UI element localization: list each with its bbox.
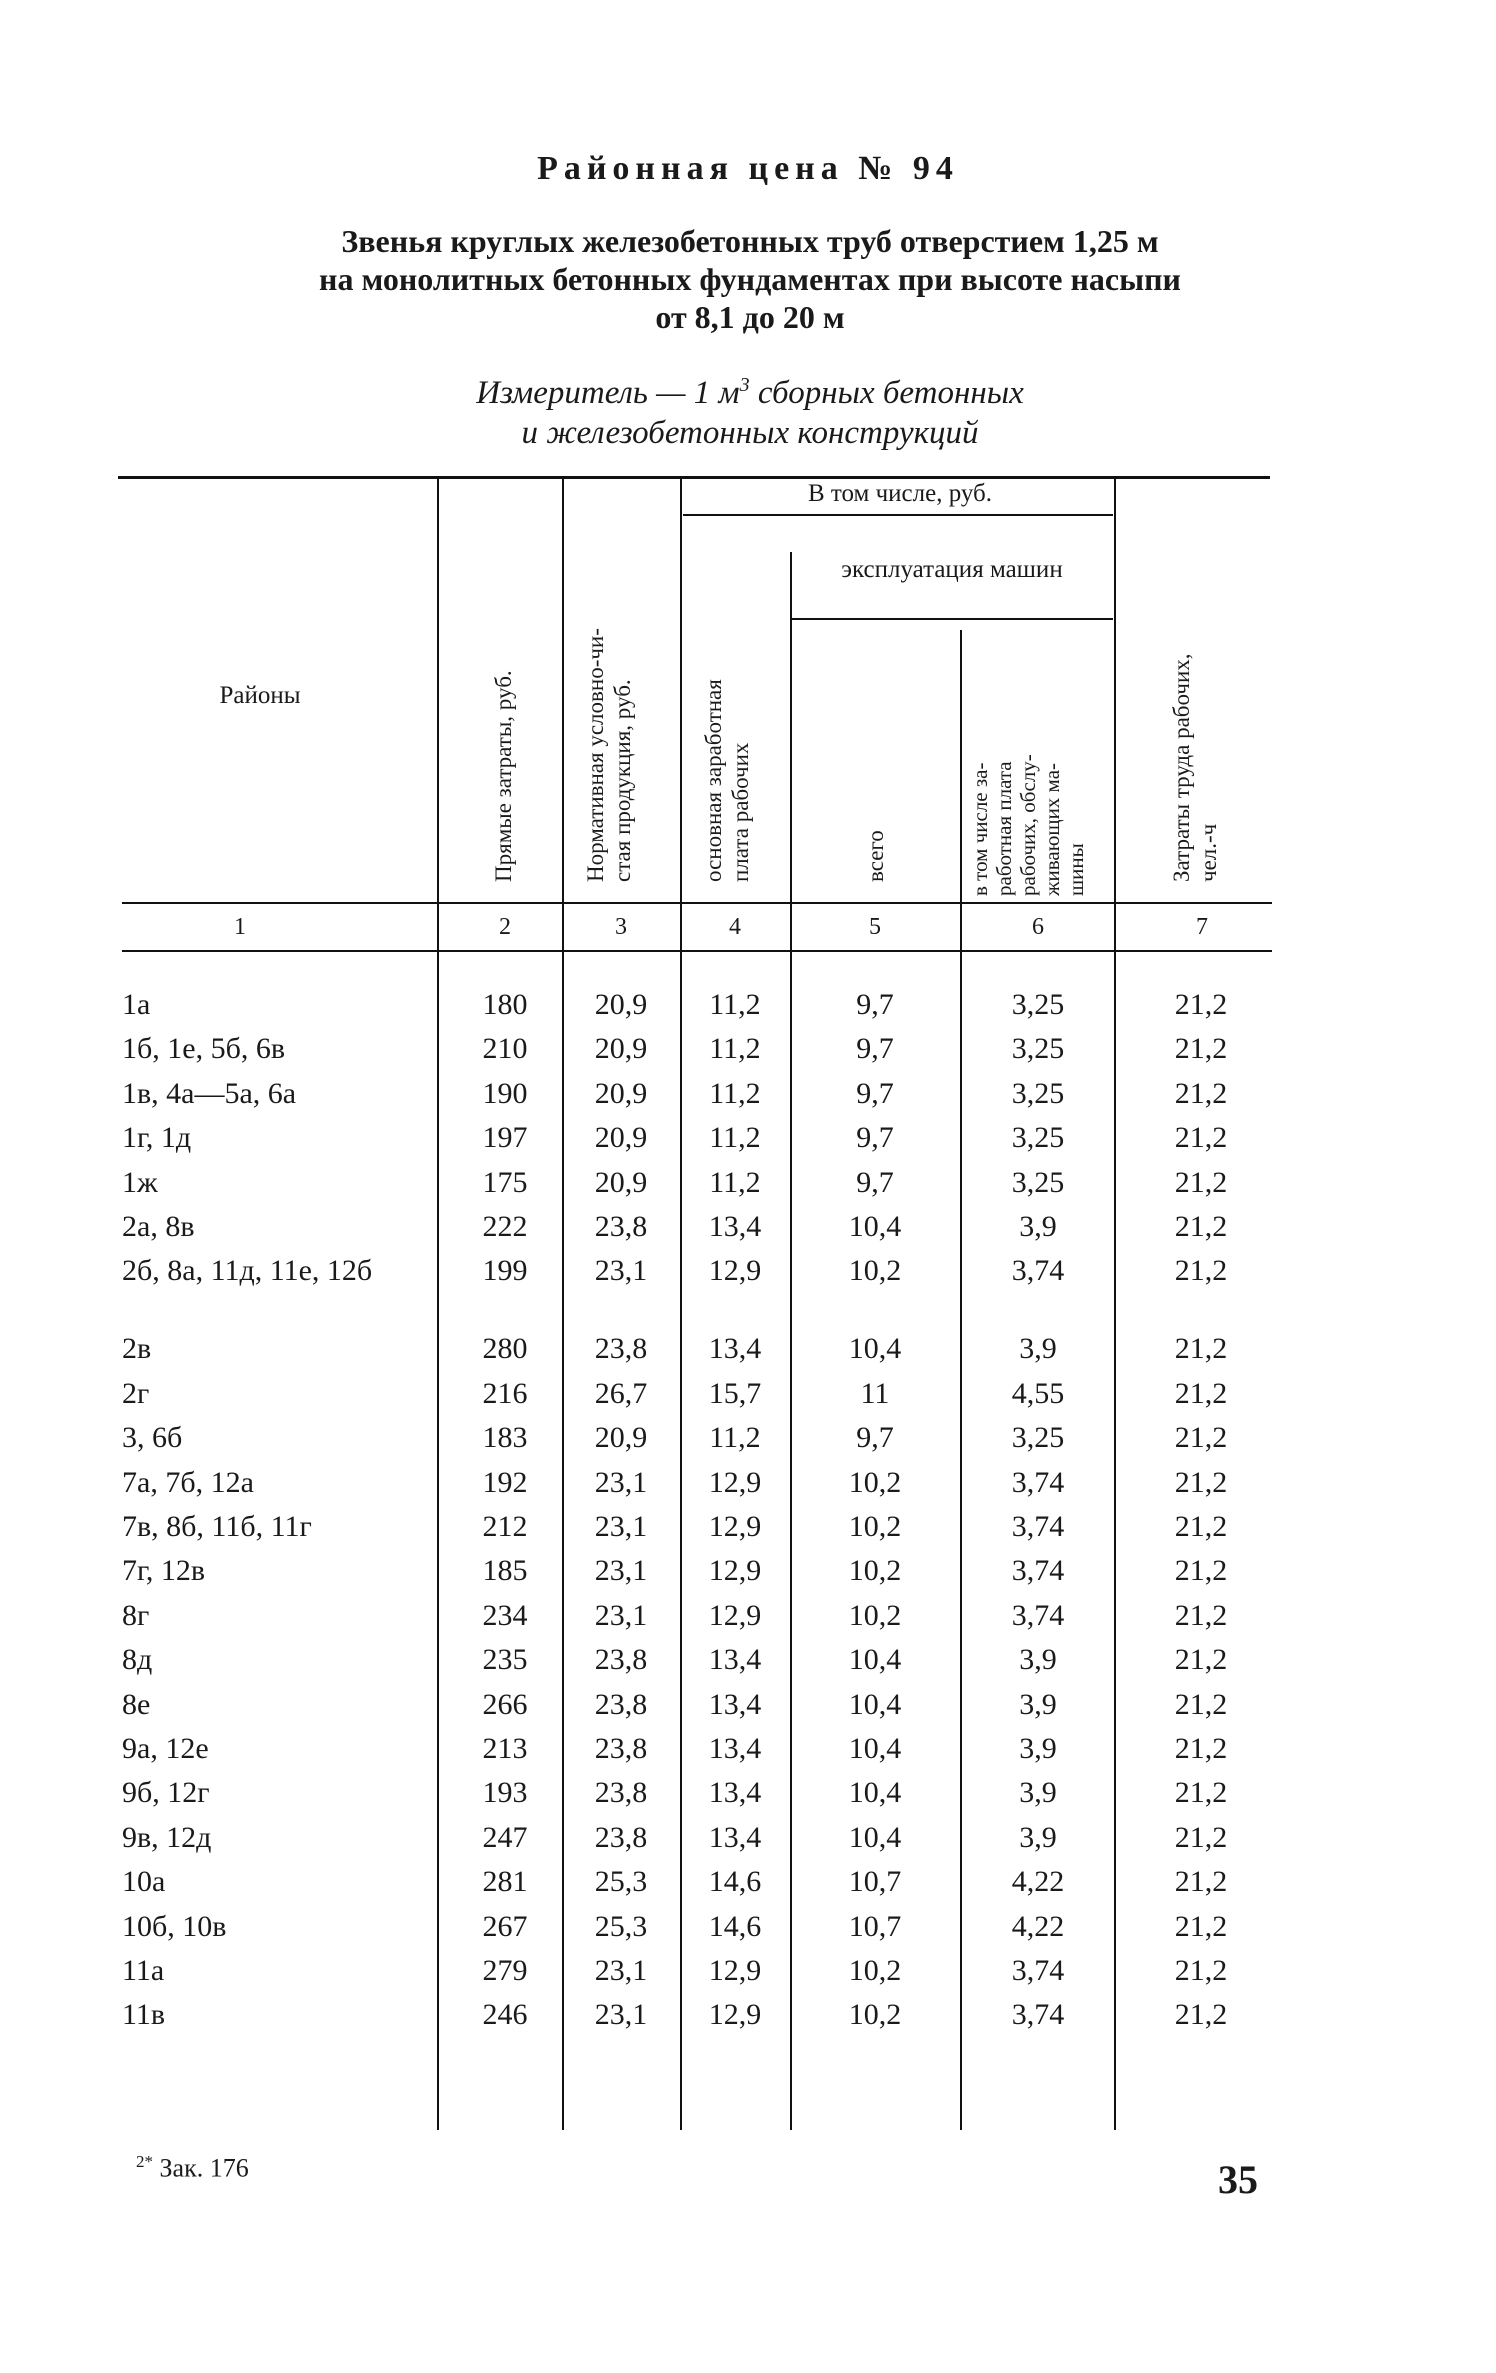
value-cell: 4,22 (1011, 1909, 1065, 1943)
value-cell: 13,4 (708, 1332, 762, 1366)
value-cell: 13,4 (708, 1732, 762, 1765)
numbers-bottom-rule (122, 950, 1272, 952)
value-cell: 246 (482, 1998, 528, 2032)
value-cell: 11 (860, 1376, 890, 1410)
value-cell: 10,4 (848, 1332, 902, 1366)
value-cell: 20,9 (594, 988, 648, 1021)
value-cell: 21,2 (1174, 1121, 1228, 1155)
value-cell: 10,4 (848, 1687, 902, 1721)
region-cell: 9в, 12д (122, 1820, 212, 1854)
value-cell: 20,9 (594, 1421, 648, 1455)
print-note-text: Зак. 176 (153, 2153, 249, 2183)
region-cell: 2б, 8а, 11д, 11е, 12б (122, 1254, 373, 1288)
header-machine-operation: эксплуатация машин (841, 556, 1063, 583)
region-cell: 8г (122, 1598, 150, 1632)
value-cell: 11,2 (709, 988, 761, 1021)
region-cell: 8д (122, 1643, 153, 1677)
header-incl-line: работная плата (992, 761, 1016, 896)
value-cell: 23,8 (594, 1332, 648, 1366)
value-cell: 281 (482, 1865, 528, 1899)
value-cell: 15,7 (708, 1376, 762, 1410)
value-cell: 10,2 (848, 1998, 902, 2032)
value-cell: 9,7 (856, 1421, 894, 1455)
value-cell: 10,4 (848, 1820, 902, 1854)
subtitle-line: на монолитных бетонных фундаментах при высоте насыпи (319, 261, 1181, 297)
value-cell: 9,7 (856, 1076, 894, 1110)
value-cell: 21,2 (1174, 988, 1228, 1021)
value-cell: 3,25 (1011, 1121, 1065, 1155)
value-cell: 212 (482, 1510, 528, 1543)
value-cell: 3,74 (1011, 1510, 1065, 1543)
header-wage (700, 679, 754, 882)
value-cell: 183 (482, 1421, 528, 1455)
column-number: 3 (615, 914, 627, 940)
value-cell: 9,7 (856, 1121, 894, 1155)
value-cell: 4,22 (1011, 1865, 1065, 1899)
value-cell: 12,9 (708, 1954, 762, 1987)
value-cell: 23,8 (594, 1210, 648, 1243)
value-cell: 10,2 (848, 1465, 902, 1499)
value-cell: 3,74 (1011, 1254, 1065, 1288)
region-cell: 9а, 12е (122, 1732, 209, 1765)
header-wage-line: плата рабочих (728, 742, 753, 882)
header-including-wage (968, 754, 1088, 896)
value-cell: 4,55 (1011, 1376, 1065, 1410)
value-cell: 12,9 (708, 1554, 762, 1588)
region-cell: 1а (122, 988, 151, 1021)
value-cell: 20,9 (594, 1165, 648, 1199)
value-cell: 23,1 (594, 1998, 648, 2032)
value-cell: 21,2 (1174, 1510, 1228, 1543)
value-cell: 10,4 (848, 1643, 902, 1677)
header-bottom-rule (122, 902, 1272, 904)
value-cell: 3,25 (1011, 1032, 1065, 1066)
value-cell: 12,9 (708, 1510, 762, 1543)
value-cell: 11,2 (709, 1032, 761, 1066)
column-number: 1 (234, 914, 246, 940)
value-cell: 10,7 (848, 1865, 902, 1899)
region-cell: 1ж (122, 1165, 158, 1199)
subtitle-line: Звенья круглых железобетонных труб отверстием 1,25 м (341, 223, 1159, 259)
header-incl-line: шины (1064, 843, 1088, 896)
value-cell: 23,1 (594, 1954, 648, 1987)
value-cell: 3,9 (1019, 1687, 1057, 1721)
value-cell: 279 (482, 1954, 528, 1987)
value-cell: 23,1 (594, 1465, 648, 1499)
region-cell: 1в, 4а—5а, 6а (122, 1076, 297, 1110)
value-cell: 175 (482, 1165, 528, 1199)
value-cell: 21,2 (1174, 1865, 1228, 1899)
subtitle-line: от 8,1 до 20 м (655, 299, 845, 335)
value-cell: 10,2 (848, 1954, 902, 1987)
measurement-suffix: сборных бетонных (749, 375, 1024, 411)
value-cell: 21,2 (1174, 1254, 1228, 1288)
including-rule (683, 514, 1113, 516)
value-cell: 21,2 (1174, 1998, 1228, 2032)
table-top-rule (118, 476, 1270, 479)
machines-rule (790, 618, 1113, 620)
header-total-text: всего (863, 830, 888, 882)
value-cell: 23,1 (594, 1598, 648, 1632)
value-cell: 10,2 (848, 1510, 902, 1543)
value-cell: 3,74 (1011, 1598, 1065, 1632)
header-direct-costs (490, 670, 517, 882)
col-divider-1 (437, 476, 439, 2130)
column-number: 5 (869, 914, 881, 940)
value-cell: 21,2 (1174, 1954, 1228, 1987)
value-cell: 13,4 (708, 1776, 762, 1810)
value-cell: 192 (482, 1465, 528, 1499)
header-labor-line: чел.-ч (1196, 823, 1221, 882)
region-cell: 1б, 1е, 5б, 6в (122, 1032, 286, 1066)
value-cell: 3,9 (1019, 1210, 1057, 1243)
value-cell: 247 (482, 1820, 528, 1854)
value-cell: 3,25 (1011, 1165, 1065, 1199)
region-cell: 1г, 1д (122, 1121, 192, 1155)
value-cell: 3,74 (1011, 1998, 1065, 2032)
value-cell: 11,2 (709, 1421, 761, 1455)
value-cell: 14,6 (708, 1865, 762, 1899)
measurement-unit (250, 365, 1250, 453)
value-cell: 12,9 (708, 1465, 762, 1499)
value-cell: 193 (482, 1776, 528, 1810)
region-cell: 8е (122, 1687, 151, 1721)
value-cell: 21,2 (1174, 1332, 1228, 1366)
value-cell: 210 (482, 1032, 528, 1066)
value-cell: 25,3 (594, 1909, 648, 1943)
value-cell: 9,7 (856, 1165, 894, 1199)
value-cell: 23,1 (594, 1510, 648, 1543)
header-incl-line: рабочих, обслу- (1016, 754, 1040, 896)
value-cell: 13,4 (708, 1210, 762, 1243)
value-cell: 20,9 (594, 1121, 648, 1155)
header-normative-line: стая продукция, руб. (610, 679, 635, 882)
value-cell: 213 (482, 1732, 528, 1765)
value-cell: 21,2 (1174, 1165, 1228, 1199)
value-cell: 10,2 (848, 1554, 902, 1588)
value-cell: 10,7 (848, 1909, 902, 1943)
value-cell: 21,2 (1174, 1554, 1228, 1588)
value-cell: 11,2 (709, 1121, 761, 1155)
value-cell: 10,2 (848, 1598, 902, 1632)
value-cell: 222 (482, 1210, 528, 1243)
value-cell: 9,7 (856, 1032, 894, 1066)
value-cell: 3,74 (1011, 1554, 1065, 1588)
value-cell: 3,25 (1011, 1076, 1065, 1110)
value-cell: 266 (482, 1687, 528, 1721)
value-cell: 12,9 (708, 1998, 762, 2032)
value-cell: 234 (482, 1598, 528, 1632)
header-total (862, 830, 889, 882)
value-cell: 197 (482, 1121, 528, 1155)
value-cell: 21,2 (1174, 1465, 1228, 1499)
value-cell: 3,25 (1011, 1421, 1065, 1455)
value-cell: 21,2 (1174, 1076, 1228, 1110)
value-cell: 10,4 (848, 1210, 902, 1243)
value-cell: 23,8 (594, 1732, 648, 1765)
value-cell: 11,2 (709, 1165, 761, 1199)
value-cell: 23,1 (594, 1254, 648, 1288)
value-cell: 21,2 (1174, 1598, 1228, 1632)
value-cell: 190 (482, 1076, 528, 1110)
region-cell: 9б, 12г (122, 1776, 210, 1810)
value-cell: 21,2 (1174, 1732, 1228, 1765)
value-cell: 3,74 (1011, 1954, 1065, 1987)
column-number: 6 (1032, 914, 1044, 940)
value-cell: 185 (482, 1554, 528, 1588)
value-cell: 20,9 (594, 1032, 648, 1066)
value-cell: 12,9 (708, 1254, 762, 1288)
value-cell: 3,9 (1019, 1820, 1057, 1854)
value-cell: 280 (482, 1332, 528, 1366)
value-cell: 21,2 (1174, 1776, 1228, 1810)
value-cell: 13,4 (708, 1643, 762, 1677)
page-number: 35 (1218, 2157, 1258, 2202)
page-title: Районная цена № 94 (537, 150, 959, 187)
table-subtitle (150, 222, 1350, 336)
value-cell: 21,2 (1174, 1032, 1228, 1066)
value-cell: 25,3 (594, 1865, 648, 1899)
region-cell: 2в (122, 1332, 152, 1366)
region-cell: 3, 6б (122, 1421, 183, 1455)
region-cell: 10а (122, 1865, 166, 1899)
value-cell: 13,4 (708, 1820, 762, 1854)
value-cell: 3,25 (1011, 988, 1065, 1021)
measurement-line-2: и железобетонных конструкций (521, 415, 979, 451)
measurement-line-1 (250, 365, 1250, 413)
region-cell: 11а (122, 1954, 165, 1987)
value-cell: 23,8 (594, 1643, 648, 1677)
value-cell: 21,2 (1174, 1210, 1228, 1243)
value-cell: 267 (482, 1909, 528, 1943)
value-cell: 26,7 (594, 1376, 648, 1410)
value-cell: 21,2 (1174, 1687, 1228, 1721)
value-cell: 21,2 (1174, 1909, 1228, 1943)
value-cell: 10,4 (848, 1732, 902, 1765)
value-cell: 3,9 (1019, 1643, 1057, 1677)
value-cell: 3,9 (1019, 1776, 1057, 1810)
header-normative-line: Нормативная условно-чи- (583, 628, 608, 882)
value-cell: 9,7 (856, 988, 894, 1021)
region-cell: 2а, 8в (122, 1210, 195, 1243)
header-wage-line: основная заработная (701, 679, 726, 882)
header-labor (1168, 653, 1222, 882)
value-cell: 216 (482, 1376, 528, 1410)
region-cell: 11в (122, 1998, 166, 2032)
value-cell: 180 (482, 988, 528, 1021)
header-normative (582, 628, 636, 882)
value-cell: 11,2 (709, 1076, 761, 1110)
value-cell: 21,2 (1174, 1421, 1228, 1455)
value-cell: 23,1 (594, 1554, 648, 1588)
header-incl-line: живающих ма- (1040, 762, 1064, 896)
region-cell: 10б, 10в (122, 1909, 227, 1943)
value-cell: 3,9 (1019, 1732, 1057, 1765)
print-note (136, 2152, 249, 2184)
value-cell: 3,74 (1011, 1465, 1065, 1499)
value-cell: 13,4 (708, 1687, 762, 1721)
value-cell: 3,9 (1019, 1332, 1057, 1366)
value-cell: 199 (482, 1254, 528, 1288)
value-cell: 23,8 (594, 1776, 648, 1810)
region-cell: 7а, 7б, 12а (122, 1465, 254, 1499)
value-cell: 20,9 (594, 1076, 648, 1110)
value-cell: 21,2 (1174, 1820, 1228, 1854)
measurement-sup: 3 (739, 374, 750, 396)
print-note-sup: 2* (136, 2152, 153, 2171)
region-cell: 7г, 12в (122, 1554, 206, 1588)
value-cell: 235 (482, 1643, 528, 1677)
region-cell: 2г (122, 1376, 150, 1410)
measurement-prefix: Измеритель — 1 м (476, 375, 740, 411)
column-number: 2 (499, 914, 511, 940)
value-cell: 21,2 (1174, 1376, 1228, 1410)
value-cell: 14,6 (708, 1909, 762, 1943)
value-cell: 12,9 (708, 1598, 762, 1632)
header-direct-costs-text: Прямые затраты, руб. (491, 670, 516, 882)
value-cell: 10,4 (848, 1776, 902, 1810)
value-cell: 23,8 (594, 1687, 648, 1721)
region-cell: 7в, 8б, 11б, 11г (122, 1510, 312, 1543)
value-cell: 10,2 (848, 1254, 902, 1288)
column-number: 7 (1196, 914, 1208, 940)
value-cell: 23,8 (594, 1820, 648, 1854)
header-labor-line: Затраты труда рабочих, (1169, 653, 1194, 882)
header-including: В том числе, руб. (807, 480, 993, 507)
header-incl-line: в том числе за- (968, 762, 992, 896)
header-regions: Районы (219, 682, 301, 709)
value-cell: 21,2 (1174, 1643, 1228, 1677)
column-number: 4 (729, 914, 741, 940)
